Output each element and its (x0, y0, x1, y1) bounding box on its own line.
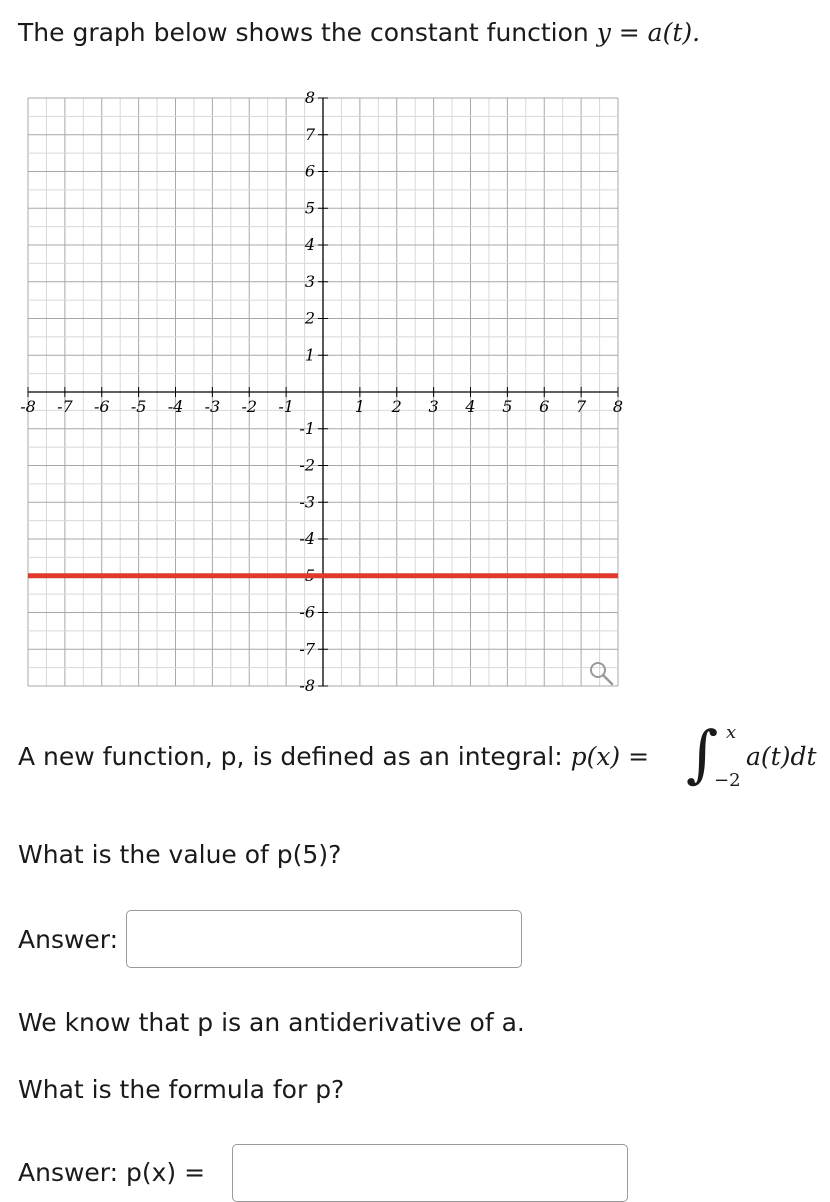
magnifier-icon[interactable] (591, 663, 612, 684)
x-tick-label: -3 (204, 397, 221, 416)
integral-expression (686, 718, 830, 798)
y-tick-label: 4 (304, 235, 315, 254)
x-tick-label: -1 (278, 397, 294, 416)
intro-text (18, 18, 700, 48)
y-tick-label: 6 (304, 161, 315, 181)
question-1: What is the value of p(5)? (18, 840, 342, 869)
y-tick-label: -4 (299, 529, 315, 548)
y-tick-label: 2 (304, 308, 315, 328)
y-tick-label: -1 (299, 418, 315, 438)
y-tick-label: -7 (299, 639, 315, 659)
antiderivative-fact: We know that p is an antiderivative of a. (18, 1008, 525, 1037)
definition-lhs: p(x) = (570, 742, 650, 771)
x-tick-label: -6 (93, 397, 110, 416)
graph[interactable] (0, 80, 830, 700)
answer-1-label: Answer: (18, 925, 119, 954)
x-tick-label: -4 (167, 397, 184, 416)
y-tick-label: 1 (304, 345, 315, 365)
integrand: a(t)dt (746, 742, 817, 771)
intro-math: y = a(t). (596, 18, 701, 47)
x-tick-label: -2 (241, 397, 258, 416)
x-tick-label: 2 (391, 397, 402, 416)
y-tick-label: 8 (304, 88, 315, 107)
y-tick-label: -2 (299, 455, 315, 475)
definition-label: A new function, p, is defined as an integral: (18, 742, 563, 771)
y-tick-label: 3 (304, 271, 315, 291)
intro-text-label: The graph below shows the constant function (18, 18, 589, 47)
x-tick-label: 7 (576, 397, 587, 416)
answer-2-label: Answer: p(x) = (18, 1158, 206, 1187)
answer-1-input[interactable] (126, 910, 522, 968)
integral-sign: ∫ (686, 717, 719, 790)
x-tick-label: 1 (354, 397, 365, 416)
x-tick-label: -8 (20, 397, 36, 416)
y-tick-label: -5 (299, 565, 315, 585)
definition-text (18, 742, 649, 772)
x-tick-label: 6 (539, 397, 550, 416)
x-tick-label: 5 (502, 397, 513, 416)
y-tick-label: 7 (304, 124, 315, 144)
x-tick-label: 4 (465, 397, 476, 416)
x-tick-label: -7 (57, 397, 73, 416)
axes (28, 98, 618, 686)
x-tick-label: 8 (612, 397, 624, 416)
y-tick-label: -8 (299, 676, 315, 695)
y-tick-label: -3 (299, 492, 315, 512)
y-tick-label: 5 (304, 198, 315, 218)
question-2: What is the formula for p? (18, 1075, 345, 1104)
x-tick-label: -5 (130, 397, 147, 416)
x-tick-label: 3 (428, 397, 439, 416)
answer-2-input[interactable] (232, 1144, 628, 1202)
integral-lower-limit: −2 (714, 770, 741, 791)
integral-upper-limit: x (726, 722, 737, 743)
y-tick-label: -6 (299, 602, 315, 622)
